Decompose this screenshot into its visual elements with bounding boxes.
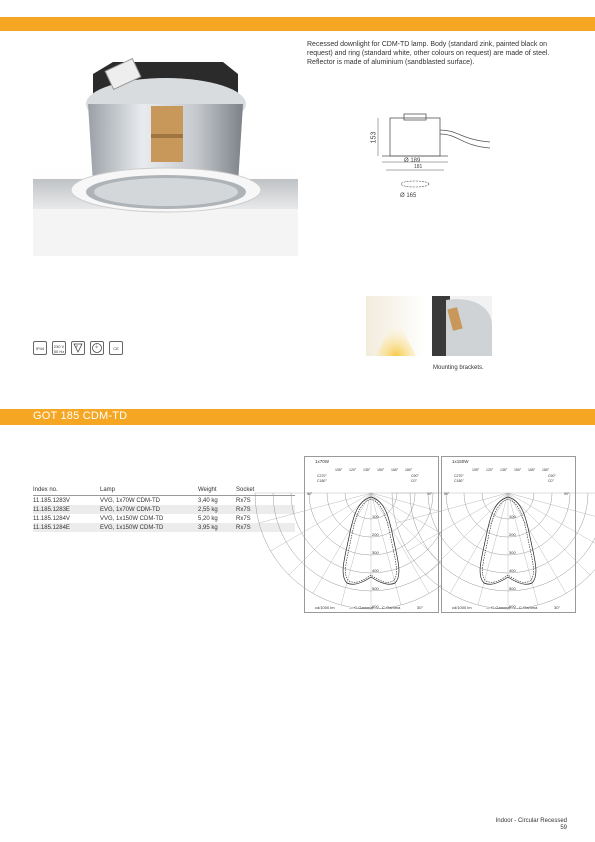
polar-radial-line: [289, 493, 371, 575]
polar-title: 1x150W: [452, 459, 469, 464]
polar-ring-label: 400: [509, 568, 516, 573]
weight-cell: 3,95 kg: [198, 523, 236, 532]
polar-side-angle: 90°: [307, 492, 313, 496]
cutout-label: Ø 165: [400, 193, 417, 199]
polar-angle-label: 180°: [542, 468, 550, 472]
polar-angle-label: 150°: [514, 468, 522, 472]
index-cell: 11.185.1283E: [33, 505, 100, 514]
column-header-index: Index no.: [33, 486, 100, 496]
index-cell: 11.185.1284E: [33, 523, 100, 532]
polar-diagram-150w: [441, 456, 576, 613]
product-title: GOT 185 CDM-TD: [33, 410, 128, 422]
index-cell: 11.185.1283V: [33, 497, 70, 504]
weight-cell: 5,20 kg: [198, 515, 218, 522]
polar-c-label: C0°: [548, 479, 554, 483]
table-row: [33, 523, 295, 532]
mounting-bracket-thumbnail: [432, 296, 492, 356]
lamp-cell: EVG, 1x70W CDM-TD: [100, 505, 198, 514]
dimension-drawing: [358, 112, 498, 207]
polar-c-label: C270°: [454, 474, 464, 478]
index-cell: 11.185.1284V: [33, 515, 70, 522]
polar-angle-label: 165°: [391, 468, 399, 472]
lamp-cell: VVG, 1x70W CDM-TD: [100, 497, 161, 504]
polar-ring-label: 500: [372, 586, 379, 591]
polar-legend-dashed: - - C-Gamma: [377, 605, 401, 610]
outer-diameter-label: Ø 189: [404, 158, 421, 164]
page-footer: [496, 818, 567, 832]
polar-ring-label: 100: [372, 514, 379, 519]
polar-radial-line: [313, 493, 371, 593]
accessory-caption: Mounting brackets.: [433, 365, 484, 371]
polar-c-label: C180°: [454, 479, 464, 483]
polar-c-label: C90°: [548, 474, 556, 478]
weight-cell: 3,40 kg: [198, 497, 218, 504]
column-header-socket: Socket: [236, 486, 295, 496]
polar-side-angle: 90°: [427, 492, 433, 496]
polar-ring-label: 600: [372, 604, 379, 609]
polar-radial-line: [508, 493, 566, 593]
column-header-lamp: Lamp: [100, 486, 198, 496]
polar-radial-line: [341, 493, 371, 605]
polar-radial-line: [508, 493, 590, 575]
polar-c-label: C270°: [317, 474, 327, 478]
polar-angle-label: 105°: [335, 468, 343, 472]
polar-side-angle: 90°: [564, 492, 570, 496]
polar-radial-line: [478, 493, 508, 605]
lamp-cell: EVG, 1x150W CDM-TD: [100, 523, 198, 532]
f-mark-icon: F: [71, 341, 85, 355]
polar-ring-label: 300: [372, 550, 379, 555]
polar-c-label: C0°: [411, 479, 417, 483]
polar-angle-label: 120°: [486, 468, 494, 472]
column-header-weight: Weight: [198, 486, 236, 496]
page-number: 59: [560, 825, 567, 831]
polar-angle-label: 30°: [417, 605, 424, 610]
product-description: Recessed downlight for CDM-TD lamp. Body (standard zink, painted black on request) and ring (standard white, other colours on request) are made of steel. Reflector is made of aluminium (sandblasted surface).: [307, 41, 550, 66]
polar-ring-label: 400: [372, 568, 379, 573]
polar-radial-line: [371, 493, 429, 593]
product-photo: [33, 34, 298, 256]
polar-legend-solid: — C-Gamma: [486, 605, 510, 610]
polar-angle-label: 135°: [363, 468, 371, 472]
polar-angle-label: 165°: [528, 468, 536, 472]
earth-icon: ⏚: [90, 341, 104, 355]
polar-angle-label: 135°: [500, 468, 508, 472]
table-header-row: [33, 486, 295, 496]
ce-icon: CE: [109, 341, 123, 355]
ip44-icon: IP44: [33, 341, 47, 355]
lamp-cell: VVG, 1x150W CDM-TD: [100, 515, 164, 522]
polar-title: 1x70W: [315, 459, 330, 464]
polar-c-label: C180°: [317, 479, 327, 483]
light-effect-thumbnail: [366, 296, 426, 356]
polar-unit-label: cd/1000 lm: [452, 605, 472, 610]
socket-cell: Rx7S: [236, 497, 251, 504]
polar-angle-label: 120°: [349, 468, 357, 472]
socket-cell: Rx7S: [236, 523, 295, 532]
header-accent-bar: [0, 17, 595, 31]
polar-legend-dashed: - - C-Gamma: [514, 605, 538, 610]
polar-radial-line: [450, 493, 508, 593]
polar-ring-label: 300: [509, 550, 516, 555]
polar-unit-label: cd/1000 lm: [315, 605, 335, 610]
weight-cell: 2,55 kg: [198, 505, 236, 514]
polar-ring-label: 200: [509, 532, 516, 537]
inner-diameter-label: 181: [414, 164, 423, 170]
polar-c-label: C90°: [411, 474, 419, 478]
socket-cell: Rx7S: [236, 505, 295, 514]
polar-ring-label: 600: [509, 604, 516, 609]
socket-cell: Rx7S: [236, 515, 251, 522]
polar-angle-label: 30°: [554, 605, 561, 610]
polar-ring-label: 200: [372, 532, 379, 537]
polar-ring-label: 100: [509, 514, 516, 519]
voltage-icon: 230 V 50 Hz: [52, 341, 66, 355]
polar-angle-label: 105°: [472, 468, 480, 472]
polar-angle-label: 150°: [377, 468, 385, 472]
polar-ring-label: 500: [509, 586, 516, 591]
polar-side-angle: 90°: [444, 492, 450, 496]
height-label: 153: [370, 131, 378, 144]
polar-diagram-70w: [304, 456, 439, 613]
polar-legend-solid: — C-Gamma: [349, 605, 373, 610]
footer-section: Indoor - Circular Recessed: [495, 818, 567, 824]
product-title-bar: [0, 409, 595, 425]
table-row: [33, 514, 295, 523]
polar-angle-label: 180°: [405, 468, 413, 472]
